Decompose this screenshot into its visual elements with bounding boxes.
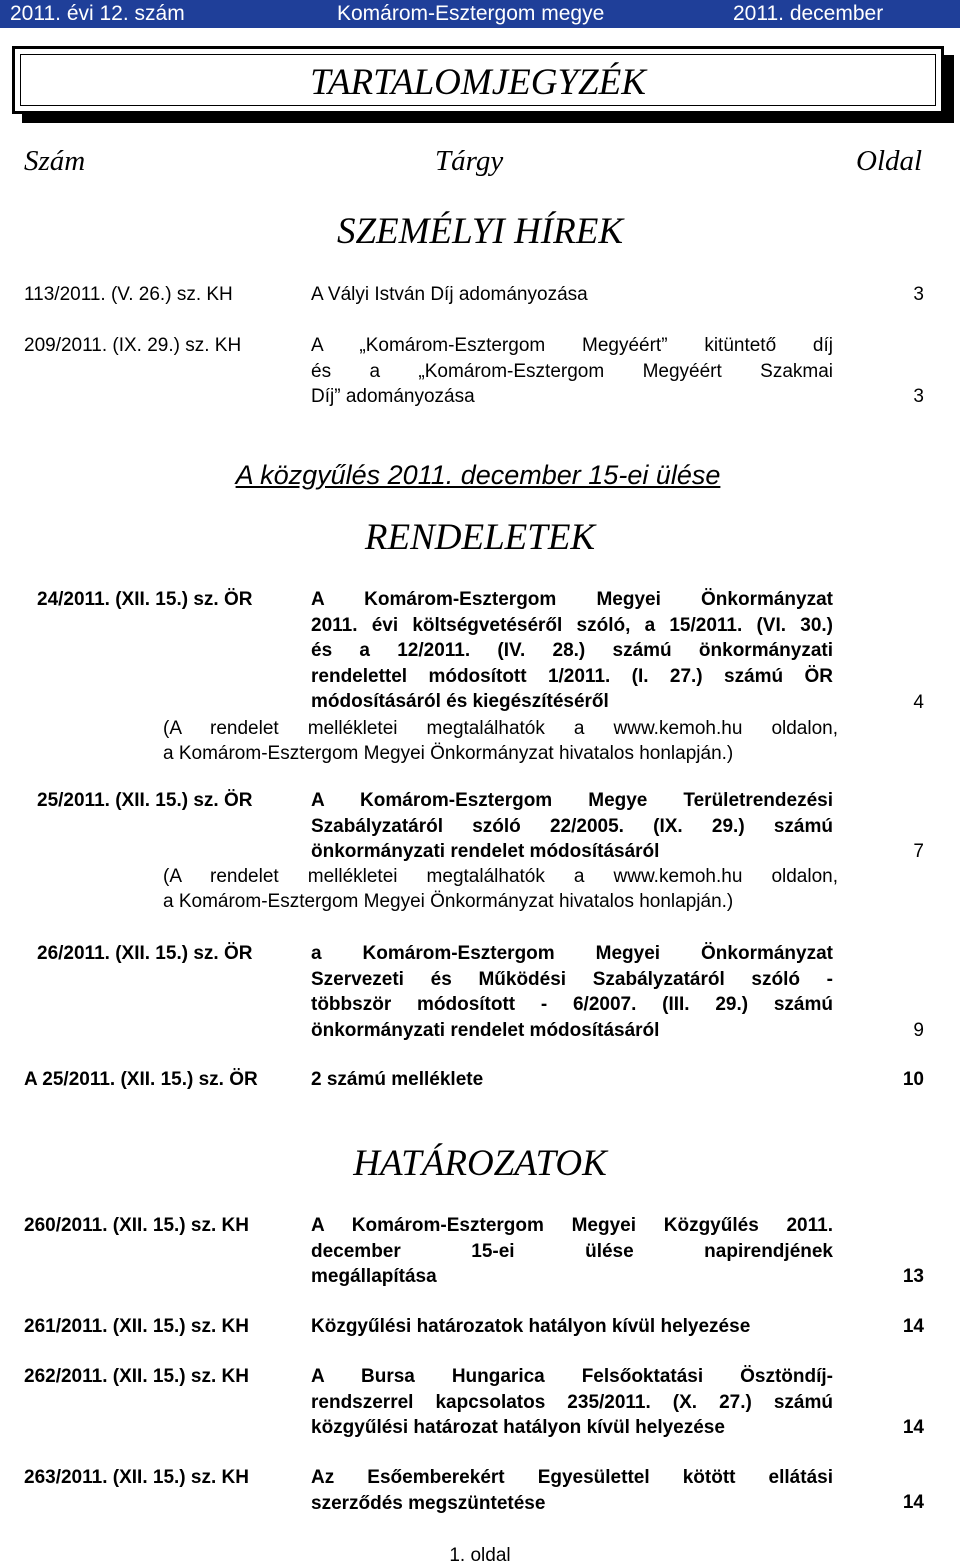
column-szam: Szám [24, 145, 86, 177]
title-box [12, 46, 944, 114]
header-county: Komárom-Esztergom megye [337, 2, 605, 25]
entry-page: 3 [913, 284, 924, 305]
entry-page: 14 [902, 1316, 924, 1337]
entry-number: 26/2011. (XII. 15.) sz. ÖR [37, 943, 253, 964]
entry-subject: a Komárom-Esztergom Megyei Önkormányzat Szervezeti és Működési Szabályzatáról szóló - többször módosított - 6/2007. (III. 29.) számú önkormányzati rendelet módosításáról [311, 943, 833, 1041]
column-oldal: Oldal [856, 145, 923, 177]
entry-subject: A Komárom-Esztergom Megyei Önkormányzat 2011. évi költségvetéséről szóló, a 15/2011. (VI. 30.) és a 12/2011. (IV. 28.) számú önkormányzati rendelettel módosított 1/2011. (I. 27.) számú ÖR módosításáról és kiegészítéséről [311, 589, 833, 712]
entry-number: 209/2011. (IX. 29.) sz. KH [24, 335, 242, 356]
section-meeting: A közgyűlés 2011. december 15-ei ülése [235, 460, 721, 490]
entry-page: 3 [913, 386, 924, 407]
entry-subject: Közgyűlési határozatok hatályon kívül helyezése [311, 1316, 751, 1337]
page-title: TARTALOMJEGYZÉK [20, 54, 936, 106]
section-personal: SZEMÉLYI HÍREK [336, 211, 623, 252]
page-number: 1. oldal [449, 1545, 511, 1566]
entry-page: 4 [913, 692, 924, 713]
column-targy: Tárgy [435, 145, 504, 177]
entry-number: 24/2011. (XII. 15.) sz. ÖR [37, 589, 253, 610]
entry-page: 10 [902, 1069, 924, 1090]
entry-number: 25/2011. (XII. 15.) sz. ÖR [37, 790, 253, 811]
entry-subject: A Vályi István Díj adományozása [311, 284, 588, 305]
entry-number: 260/2011. (XII. 15.) sz. KH [24, 1215, 249, 1236]
header-date: 2011. december [733, 2, 884, 25]
entry-number: 263/2011. (XII. 15.) sz. KH [24, 1467, 249, 1488]
section-decrees: RENDELETEK [364, 517, 596, 558]
entry-page: 9 [913, 1020, 924, 1041]
header-issue: 2011. évi 12. szám [10, 2, 185, 25]
entry-subject: A Komárom-Esztergom Megye Területrendezési Szabályzatáról szóló 22/2005. (IX. 29.) számú önkormányzati rendelet módosításáról [311, 790, 833, 862]
entry-page: 14 [902, 1417, 924, 1438]
entry-number: 113/2011. (V. 26.) sz. KH [24, 284, 233, 305]
entry-note: (A rendelet mellékletei megtalálhatók a www.kemoh.hu oldalon, a Komárom-Esztergom Megyei Önkormányzat hivatalos honlapján.) [163, 718, 838, 764]
entry-subject: Az Esőemberekért Egyesülettel kötött ellátási szerződés megszüntetése [311, 1467, 833, 1514]
entry-subject: A Bursa Hungarica Felsőoktatási Ösztöndíj- rendszerrel kapcsolatos 235/2011. (X. 27.) számú közgyűlési határozat hatályon kívül helyezése [311, 1366, 833, 1438]
entry-page: 14 [902, 1492, 924, 1513]
entry-number: 262/2011. (XII. 15.) sz. KH [24, 1366, 249, 1387]
entry-subject: 2 számú melléklete [311, 1069, 484, 1090]
page-header [0, 0, 960, 28]
entry-number: A 25/2011. (XII. 15.) sz. ÖR [24, 1069, 258, 1090]
entry-subject: A Komárom-Esztergom Megyei Közgyűlés 2011. december 15-ei ülése napirendjének megállapítása [311, 1215, 833, 1287]
entry-page: 7 [913, 841, 924, 862]
entry-page: 13 [902, 1266, 924, 1287]
entry-subject: A „Komárom-Esztergom Megyéért” kitüntető díj és a „Komárom-Esztergom Megyéért Szakmai Díj” adományozása [311, 335, 833, 407]
entry-note: (A rendelet mellékletei megtalálhatók a www.kemoh.hu oldalon, a Komárom-Esztergom Megyei Önkormányzat hivatalos honlapján.) [163, 866, 838, 912]
section-resolutions: HATÁROZATOK [353, 1143, 607, 1184]
entry-number: 261/2011. (XII. 15.) sz. KH [24, 1316, 249, 1337]
